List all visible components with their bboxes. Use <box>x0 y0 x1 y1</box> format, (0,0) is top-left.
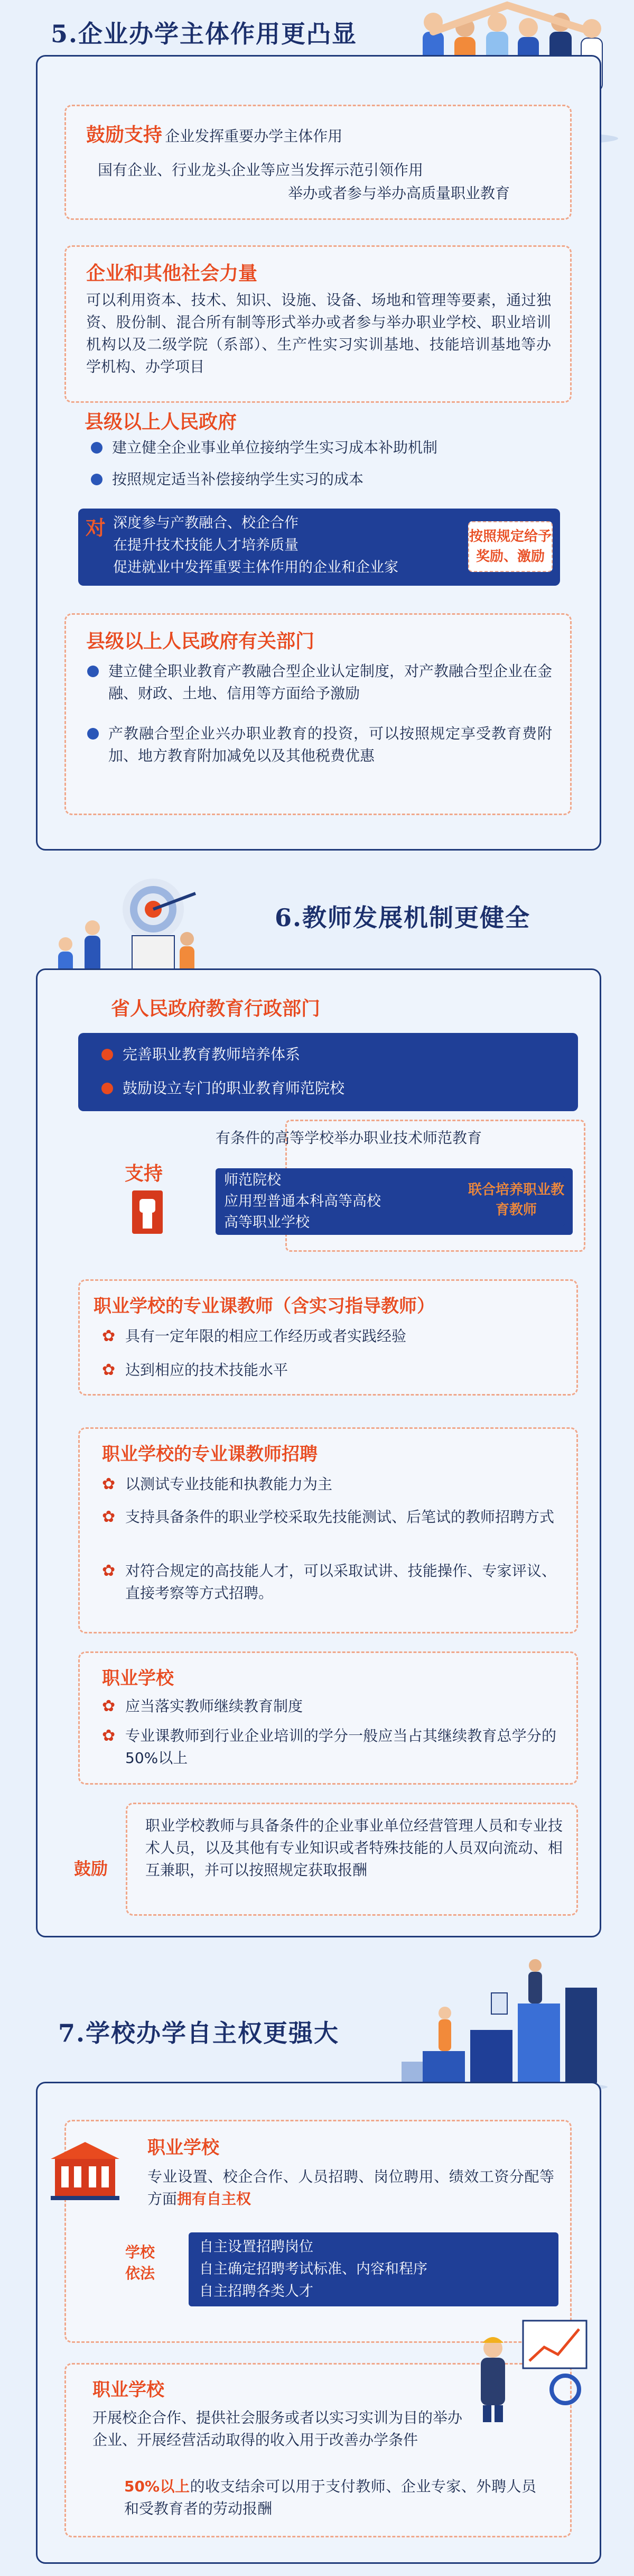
card-header: 职业学校 <box>92 2379 164 2400</box>
surplus-percent: 50%以上 <box>124 2478 190 2495</box>
dui-box <box>78 509 560 586</box>
card-encourage-enterprise <box>64 105 572 220</box>
dui-line2: 在提升技术技能人才培养质量 <box>113 537 299 553</box>
card-social-forces <box>64 245 572 403</box>
card-teacher-recruit <box>78 1427 578 1633</box>
card-header: 县级以上人民政府有关部门 <box>86 631 315 652</box>
gear-icon: ✿ <box>102 1327 116 1345</box>
gear-icon: ✿ <box>102 1475 116 1493</box>
autonomy-line2: 自主确定招聘考试标准、内容和程序 <box>199 2261 427 2277</box>
section-5-title: 5.企业办学主体作用更凸显 <box>51 20 358 48</box>
dept-bullet-2: 产教融合型企业兴办职业教育的投资，可以按照规定享受教育费附加、地方教育附加减免以及其他税费优惠 <box>87 723 552 767</box>
card-encourage-exchange <box>126 1803 578 1916</box>
prov-gov-header: 省人民政府教育行政部门 <box>111 998 321 1020</box>
t2-bullet-3: ✿ 对符合规定的高技能人才，可以采取试讲、技能操作、专家评议、直接考察等方式招聘。 <box>102 1562 556 1602</box>
gear-icon: ✿ <box>102 1562 116 1580</box>
gear-icon: ✿ <box>102 1508 116 1526</box>
reward-box: 按照规定给予奖励、激励 <box>468 521 553 572</box>
prov-bullet-1: 完善职业教育教师培养体系 <box>101 1044 300 1066</box>
card-body: 可以利用资本、技术、知识、设施、设备、场地和管理等要素，通过独资、股份制、混合所有制等形式举办或者参与举办职业学校、职业培训机构以及二级学院（系部）、生产性实习实训基地、技能培训基地等办学机构、办学项目 <box>86 291 551 375</box>
dui-line3: 促进就业中发挥重要主体作用的企业和企业家 <box>113 559 398 576</box>
income-surplus <box>124 2476 536 2520</box>
support-inner-box <box>216 1168 573 1235</box>
autonomy-line3: 自主招聘各类人才 <box>199 2283 313 2300</box>
dot-icon <box>101 1083 113 1094</box>
surplus-text: 的收支结余可以用于支付教师、企业专家、外聘人员和受教育者的劳动报酬 <box>124 2478 536 2517</box>
card-lead-text: 企业发挥重要办学主体作用 <box>165 127 343 145</box>
support-label: 支持 <box>125 1163 163 1185</box>
card-header: 职业学校 <box>147 2137 219 2158</box>
dot-icon <box>101 1049 113 1060</box>
t2-bullet-2: ✿ 支持具备条件的职业学校采取先技能测试、后笔试的教师招聘方式 <box>102 1508 555 1526</box>
section-7-title: 7.学校办学自主权更强大 <box>58 2019 340 2047</box>
worker-illustration <box>460 2310 597 2426</box>
climb-illustration <box>402 1956 613 2093</box>
card-header: 职业学校的专业课教师（含实习指导教师） <box>94 1296 435 1317</box>
school-building-icon <box>45 2138 125 2201</box>
t2-bullet-1: ✿ 以测试专业技能和执教能力为主 <box>102 1475 333 1493</box>
dept-bullet-1: 建立健全职业教育产教融合型企业认定制度，对产教融合型企业在金融、财政、土地、信用等方面给予激励 <box>87 660 552 705</box>
card-body: 开展校企合作、提供社会服务或者以实习实训为目的举办企业、开展经营活动取得的收入用于改善办学条件 <box>92 2409 463 2449</box>
dot-icon <box>91 442 102 454</box>
gov-bullet-2: 按照规定适当补偿接纳学生实习的成本 <box>91 468 363 491</box>
autonomy-box <box>189 2232 558 2306</box>
gear-icon: ✿ <box>102 1697 116 1715</box>
support-top-text: 有条件的高等学校举办职业技术师范教育 <box>216 1129 482 1147</box>
autonomy-text: 专业设置、校企合作、人员招聘、岗位聘用、绩效工资分配等方面 <box>147 2168 554 2208</box>
joint-training-box: 联合培养职业教育教师 <box>467 1176 565 1226</box>
gov-bullet-1: 建立健全企业事业单位接纳学生实习成本补助机制 <box>91 437 437 459</box>
card-teacher-requirements <box>78 1279 578 1396</box>
fist-icon <box>130 1188 165 1236</box>
section-6-title: 6.教师发展机制更健全 <box>275 903 531 932</box>
card-header: 职业学校 <box>102 1668 174 1689</box>
card-body-line1: 国有企业、行业龙头企业等应当发挥示范引领作用 <box>98 161 424 179</box>
card-header: 企业和其他社会力量 <box>86 263 258 284</box>
gear-icon: ✿ <box>102 1361 116 1379</box>
autonomy-emphasis: 拥有自主权 <box>177 2190 251 2208</box>
dot-icon <box>91 474 102 485</box>
school-law-label-1: 学校 <box>125 2243 155 2261</box>
card-body-line2: 举办或者参与举办高质量职业教育 <box>288 184 510 202</box>
t3-bullet-1: ✿ 应当落实教师继续教育制度 <box>102 1697 303 1715</box>
county-gov-header: 县级以上人民政府 <box>85 411 237 433</box>
encourage-label: 鼓励 <box>74 1859 108 1879</box>
t1-bullet-2: ✿ 达到相应的技术技能水平 <box>102 1361 288 1379</box>
dot-icon <box>87 728 99 740</box>
support-line2: 应用型普通本科高等高校 <box>224 1193 381 1209</box>
card-header: 鼓励支持 <box>86 124 163 146</box>
dui-line1: 深度参与产教融合、校企合作 <box>113 515 299 531</box>
dot-icon <box>87 666 99 677</box>
support-line1: 师范院校 <box>224 1172 281 1188</box>
card-body: 职业学校教师与具备条件的企业事业单位经营管理人员和专业技术人员，以及其他有专业知识或者特殊技能的人员双向流动、相互兼职，并可以按照规定获取报酬 <box>145 1817 563 1879</box>
t1-bullet-1: ✿ 具有一定年限的相应工作经历或者实践经验 <box>102 1327 407 1345</box>
card-school-training <box>78 1651 578 1785</box>
school-law-label-2: 依法 <box>125 2265 155 2282</box>
card-gov-depts <box>64 613 572 815</box>
card-header: 职业学校的专业课教师招聘 <box>102 1444 318 1465</box>
autonomy-line1: 自主设置招聘岗位 <box>199 2239 313 2255</box>
gear-icon: ✿ <box>102 1726 116 1745</box>
support-line3: 高等职业学校 <box>224 1214 310 1231</box>
card-body <box>147 2166 554 2210</box>
card-school-autonomy <box>64 2120 572 2343</box>
t3-bullet-2: ✿ 专业课教师到行业企业培训的学分一般应当占其继续教育总学分的50%以上 <box>102 1726 556 1767</box>
prov-gov-box <box>78 1033 578 1111</box>
prov-bullet-2: 鼓励设立专门的职业教育师范院校 <box>101 1077 344 1100</box>
dui-label: 对 <box>86 516 106 540</box>
